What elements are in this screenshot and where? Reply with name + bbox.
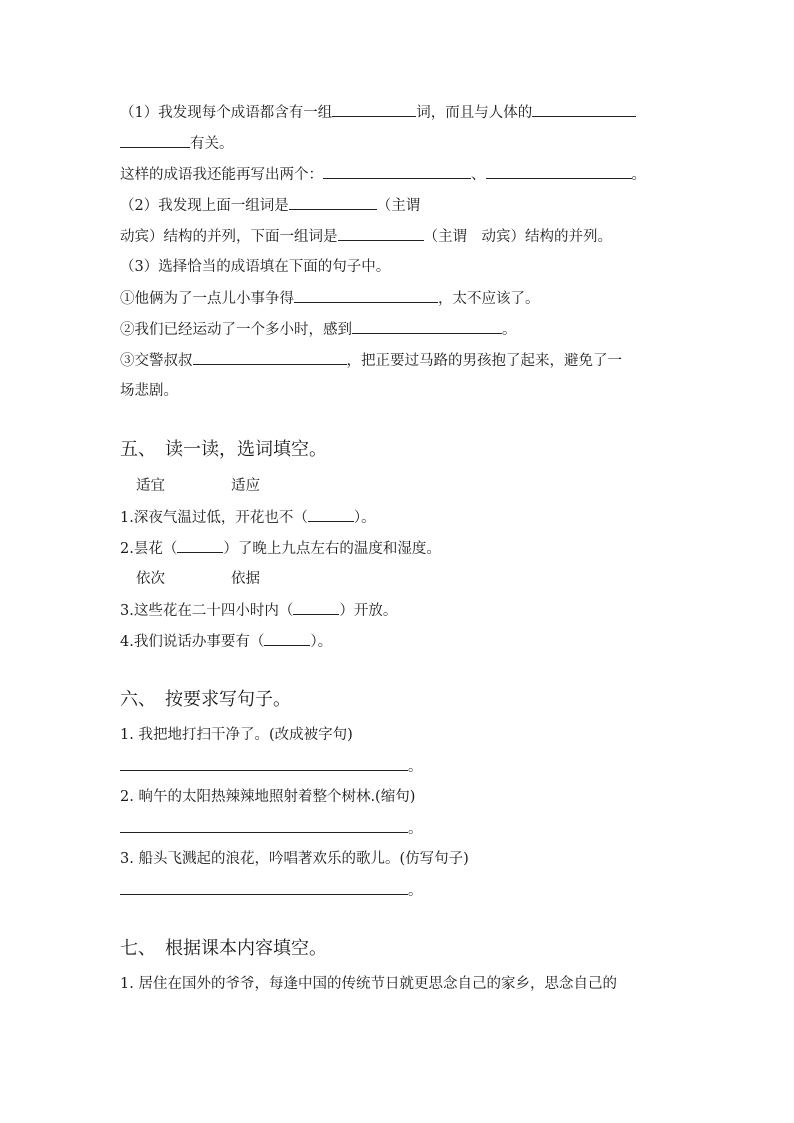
answer-blank[interactable] <box>120 880 408 895</box>
text: ，太不应该了。 <box>438 291 540 307</box>
text: ③交警叔叔 <box>120 353 193 369</box>
text: ）了晚上九点左右的温度和湿度。 <box>223 541 441 557</box>
s5-item-3 <box>120 600 397 621</box>
text: 动宾）结构的并列，下面一组词是 <box>120 229 338 245</box>
text: 这样的成语我还能再写出两个： <box>120 167 323 183</box>
text: 。 <box>408 759 423 775</box>
q4-line-6 <box>120 257 390 277</box>
s6-item-3 <box>120 849 469 869</box>
text: （主谓 动宾）结构的并列。 <box>423 229 612 245</box>
s6-answer-3 <box>120 880 423 901</box>
text: ）。 <box>353 510 376 526</box>
answer-blank[interactable] <box>486 164 632 179</box>
s6-item-2 <box>120 787 415 807</box>
answer-blank[interactable] <box>120 133 190 148</box>
q4-line-2 <box>120 133 234 154</box>
q4-line-3 <box>120 164 646 185</box>
q4-line-5 <box>120 226 612 247</box>
text: （主谓 <box>376 198 421 214</box>
text: 3. 船头飞溅起的浪花，吟唱著欢乐的歌儿。(仿写句子) <box>120 851 469 867</box>
answer-blank[interactable] <box>338 226 424 241</box>
text: （2）我发现上面一组词是 <box>120 198 289 214</box>
answer-blank[interactable] <box>264 631 310 646</box>
q4-line-4 <box>120 195 420 216</box>
s6-item-1 <box>120 725 353 745</box>
q4-line-9 <box>120 350 622 371</box>
q4-line-7 <box>120 288 540 309</box>
answer-blank[interactable] <box>193 350 347 365</box>
answer-blank[interactable] <box>289 195 377 210</box>
s5-item-1 <box>120 507 376 528</box>
text: （3）选择恰当的成语填在下面的句子中。 <box>120 259 391 275</box>
text: 词，而且与人体的 <box>416 105 533 121</box>
s5-word-options-1 <box>136 476 260 496</box>
word-option: 依据 <box>231 571 260 587</box>
word-option: 依次 <box>136 571 165 587</box>
s5-item-2 <box>120 538 441 559</box>
answer-blank[interactable] <box>293 600 339 615</box>
text: 。 <box>502 322 517 338</box>
text: 1. 居住在国外的爷爷，每逢中国的传统节日就更思念自己的家乡，思念自己的 <box>120 976 617 992</box>
answer-blank[interactable] <box>120 818 408 833</box>
text: 。 <box>408 883 423 899</box>
text: ）。 <box>310 634 333 650</box>
answer-blank[interactable] <box>120 756 408 771</box>
s5-word-options-2 <box>136 569 260 589</box>
answer-blank[interactable] <box>294 288 438 303</box>
text: 、 <box>471 167 486 183</box>
s7-item-1 <box>120 974 617 994</box>
text: 。 <box>631 167 646 183</box>
text: 2.昙花（ <box>120 541 178 557</box>
word-option: 适宜 <box>136 478 165 494</box>
text: ）开放。 <box>339 603 398 619</box>
section-6-title: 六、 按要求写句子。 <box>120 689 291 710</box>
answer-blank[interactable] <box>352 319 502 334</box>
text: ①他俩为了一点儿小事争得 <box>120 291 294 307</box>
text: ②我们已经运动了一个多小时，感到 <box>120 322 352 338</box>
text: 场悲剧。 <box>120 383 178 399</box>
section-7-title: 七、 根据课本内容填空。 <box>120 938 327 959</box>
q4-line-8 <box>120 319 517 340</box>
answer-blank[interactable] <box>323 164 471 179</box>
answer-blank[interactable] <box>177 538 223 553</box>
text: 4.我们说话办事要有（ <box>120 634 265 650</box>
text: 2. 晌午的太阳热辣辣地照射着整个树林.(缩句) <box>120 789 416 805</box>
text: （1）我发现每个成语都含有一组 <box>120 105 333 121</box>
text: 1.深夜气温过低，开花也不（ <box>120 510 308 526</box>
text: 有关。 <box>190 136 234 152</box>
s6-answer-1 <box>120 756 423 777</box>
answer-blank[interactable] <box>532 102 636 117</box>
answer-blank[interactable] <box>308 507 354 522</box>
q4-line-1 <box>120 102 636 123</box>
q4-line-10 <box>120 381 178 401</box>
s5-item-4 <box>120 631 332 652</box>
section-5-title: 五、 读一读，选词填空。 <box>120 439 327 460</box>
text: 。 <box>408 821 423 837</box>
s6-answer-2 <box>120 818 423 839</box>
text: 3.这些花在二十四小时内（ <box>120 603 294 619</box>
answer-blank[interactable] <box>332 102 416 117</box>
text: ，把正要过马路的男孩抱了起来，避免了一 <box>346 353 622 369</box>
word-option: 适应 <box>231 478 260 494</box>
text: 1. 我把地打扫干净了。(改成被字句) <box>120 727 353 743</box>
